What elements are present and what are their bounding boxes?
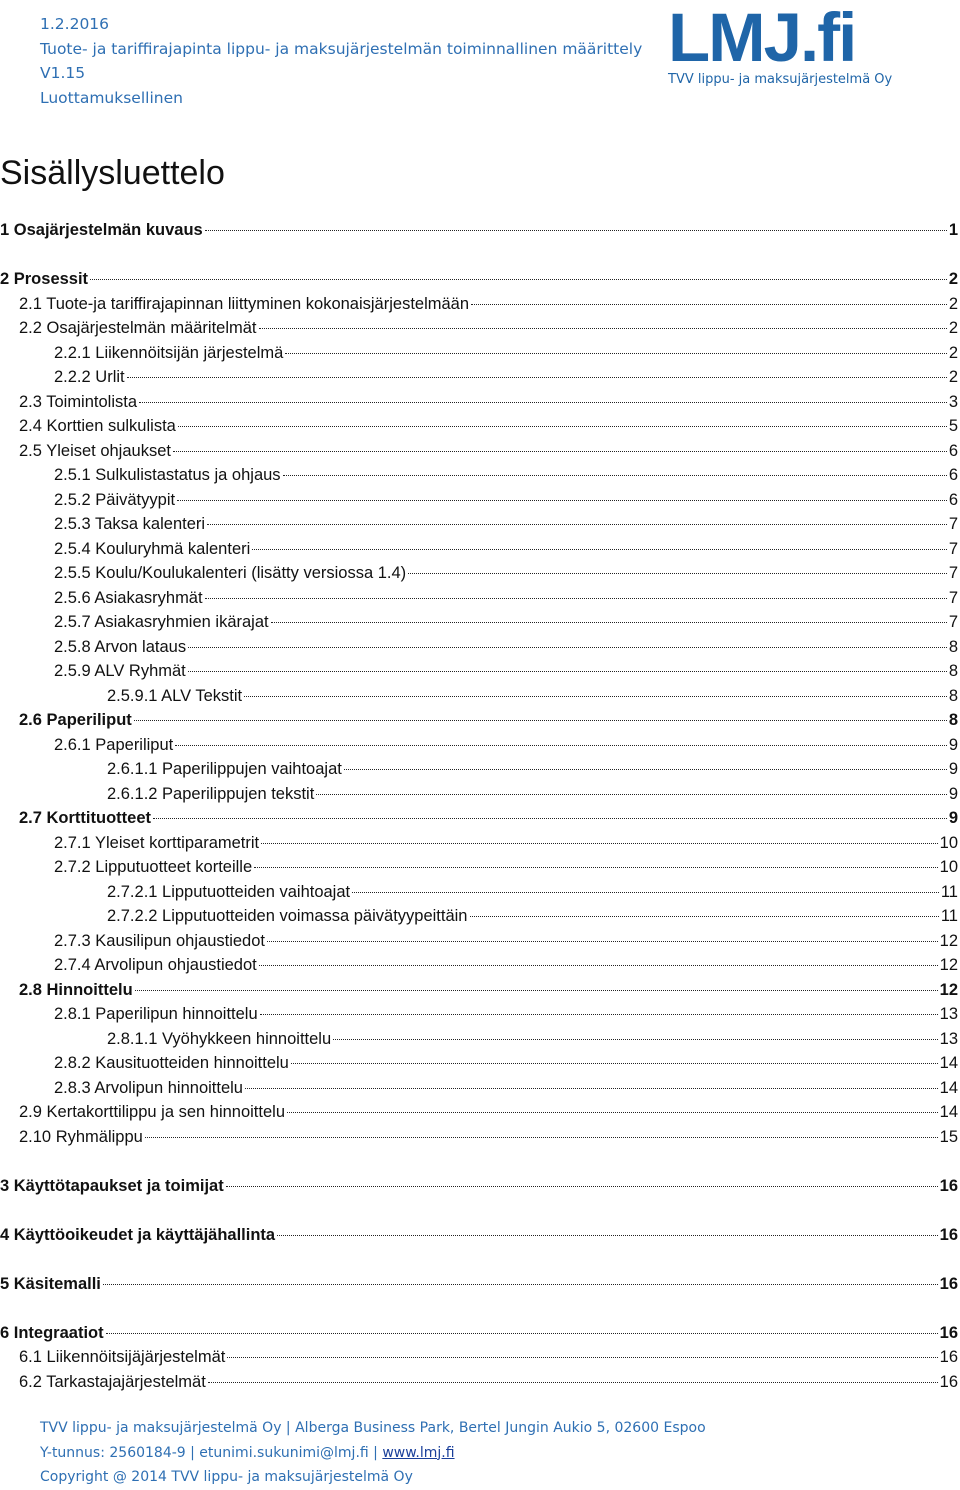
toc-entry-page-number: 10 — [939, 858, 958, 876]
toc-entry-label: 2.5.6 Asiakasryhmät — [54, 589, 203, 607]
header-date: 1.2.2016 — [40, 15, 110, 33]
toc-entry-page-number: 12 — [939, 932, 958, 950]
toc-entry-label: 2.7.2.2 Lipputuotteiden voimassa päivätyypeittäin — [107, 907, 468, 925]
toc-entry[interactable] — [0, 267, 958, 291]
toc-entry[interactable] — [19, 1125, 958, 1149]
toc-entry[interactable] — [107, 1027, 958, 1051]
toc-entry-label: 2.2 Osajärjestelmän määritelmät — [19, 319, 257, 337]
toc-leader-dots — [135, 990, 938, 991]
toc-leader-dots — [90, 279, 947, 280]
toc-entry[interactable] — [54, 341, 958, 365]
toc-leader-dots — [188, 671, 947, 672]
toc-leader-dots — [173, 451, 947, 452]
toc-entry-page-number: 13 — [939, 1030, 958, 1048]
toc-entry-label: 2.5.3 Taksa kalenteri — [54, 515, 206, 533]
toc-leader-dots — [207, 524, 947, 525]
footer-copyright: Copyright @ 2014 TVV lippu- ja maksujärjestelmä Oy — [40, 1469, 413, 1485]
toc-leader-dots — [153, 818, 947, 819]
toc-entry-page-number: 16 — [939, 1226, 958, 1244]
toc-leader-dots — [352, 892, 939, 893]
toc-entry[interactable] — [54, 537, 958, 561]
toc-entry-page-number: 7 — [948, 564, 958, 582]
toc-entry-label: 6.2 Tarkastajajärjestelmät — [19, 1373, 206, 1391]
website-link[interactable]: www.lmj.fi — [382, 1444, 455, 1461]
toc-entry-label: 2.5.1 Sulkulistastatus ja ohjaus — [54, 466, 281, 484]
toc-entry[interactable] — [0, 1272, 958, 1296]
toc-entry[interactable] — [54, 1002, 958, 1026]
toc-leader-dots — [139, 402, 947, 403]
toc-leader-dots — [316, 794, 947, 795]
toc-entry[interactable] — [54, 659, 958, 683]
toc-leader-dots — [260, 1014, 938, 1015]
toc-entry-label: 5 Käsitemalli — [0, 1275, 101, 1293]
toc-entry-page-number: 16 — [939, 1324, 958, 1342]
toc-entry-label: 2.2.2 Urlit — [54, 368, 125, 386]
toc-entry-page-number: 7 — [948, 613, 958, 631]
toc-entry-page-number: 8 — [948, 711, 958, 729]
toc-entry-page-number: 6 — [948, 466, 958, 484]
toc-entry-label: 1 Osajärjestelmän kuvaus — [0, 221, 203, 239]
toc-leader-dots — [285, 353, 947, 354]
toc-leader-dots — [408, 573, 947, 574]
toc-entry[interactable] — [107, 904, 958, 928]
toc-entry-page-number: 2 — [948, 368, 958, 386]
toc-leader-dots — [188, 647, 947, 648]
toc-entry[interactable] — [54, 1076, 958, 1100]
toc-leader-dots — [205, 598, 947, 599]
toc-entry-page-number: 14 — [939, 1103, 958, 1121]
toc-entry-label: 6 Integraatiot — [0, 1324, 104, 1342]
toc-entry[interactable] — [19, 316, 958, 340]
toc-entry-label: 2.8.1.1 Vyöhykkeen hinnoittelu — [107, 1030, 332, 1048]
toc-entry-label: 2.7.2 Lipputuotteet korteille — [54, 858, 253, 876]
toc-entry[interactable] — [19, 1345, 958, 1369]
toc-entry[interactable] — [54, 733, 958, 757]
toc-entry-label: 2.8.3 Arvolipun hinnoittelu — [54, 1079, 243, 1097]
toc-leader-dots — [177, 500, 947, 501]
toc-entry-page-number: 12 — [939, 981, 958, 999]
toc-entry[interactable] — [0, 218, 958, 242]
toc-entry[interactable] — [19, 978, 958, 1002]
toc-entry[interactable] — [0, 1223, 958, 1247]
toc-entry-label: 2.5.9 ALV Ryhmät — [54, 662, 186, 680]
toc-leader-dots — [259, 328, 947, 329]
toc-entry[interactable] — [54, 953, 958, 977]
toc-entry-page-number: 10 — [939, 834, 958, 852]
toc-entry-page-number: 2 — [948, 295, 958, 313]
toc-entry-label: 3 Käyttötapaukset ja toimijat — [0, 1177, 224, 1195]
toc-entry[interactable] — [19, 806, 958, 830]
toc-entry-label: 2.5.5 Koulu/Koulukalenteri (lisätty versiossa 1.4) — [54, 564, 407, 582]
toc-leader-dots — [208, 1382, 938, 1383]
toc-entry-page-number: 6 — [948, 442, 958, 460]
toc-entry[interactable] — [19, 390, 958, 414]
toc-entry[interactable] — [54, 1051, 958, 1075]
toc-entry-page-number: 13 — [939, 1005, 958, 1023]
toc-entry[interactable] — [54, 512, 958, 536]
toc-entry-label: 2.7.2.1 Lipputuotteiden vaihtoajat — [107, 883, 351, 901]
toc-entry[interactable] — [19, 292, 958, 316]
toc-entry-page-number: 9 — [948, 760, 958, 778]
toc-entry-page-number: 8 — [948, 662, 958, 680]
toc-leader-dots — [106, 1333, 938, 1334]
toc-entry-page-number: 16 — [939, 1373, 958, 1391]
toc-entry-page-number: 11 — [940, 883, 958, 901]
toc-leader-dots — [103, 1284, 938, 1285]
toc-entry[interactable] — [19, 1100, 958, 1124]
toc-leader-dots — [267, 941, 938, 942]
toc-leader-dots — [252, 549, 947, 550]
toc-entry-label: 2.5 Yleiset ohjaukset — [19, 442, 171, 460]
toc-entry[interactable] — [54, 855, 958, 879]
toc-entry-label: 2.5.2 Päivätyypit — [54, 491, 176, 509]
toc-entry-page-number: 14 — [939, 1079, 958, 1097]
toc-leader-dots — [226, 1186, 938, 1187]
toc-entry[interactable] — [54, 831, 958, 855]
toc-entry-label: 2.8 Hinnoittelu — [19, 981, 133, 999]
toc-entry-label: 2.6.1 Paperiliput — [54, 736, 174, 754]
toc-entry-label: 2.6.1.1 Paperilippujen vaihtoajat — [107, 760, 342, 778]
toc-entry[interactable] — [19, 439, 958, 463]
toc-entry-label: 2.10 Ryhmälippu — [19, 1128, 143, 1146]
toc-entry-label: 2.5.4 Kouluryhmä kalenteri — [54, 540, 251, 558]
toc-entry-label: 2.5.8 Arvon lataus — [54, 638, 187, 656]
toc-leader-dots — [471, 304, 947, 305]
toc-entry-page-number: 5 — [948, 417, 958, 435]
toc-entry[interactable] — [107, 880, 958, 904]
toc-entry[interactable] — [107, 684, 958, 708]
toc-entry-label: 2.8.2 Kausituotteiden hinnoittelu — [54, 1054, 289, 1072]
toc-entry-label: 2.6.1.2 Paperilippujen tekstit — [107, 785, 315, 803]
logo-subtitle: TVV lippu- ja maksujärjestelmä Oy — [668, 72, 893, 87]
toc-entry-page-number: 15 — [939, 1128, 958, 1146]
header-classification: Luottamuksellinen — [40, 88, 183, 107]
toc-entry-label: 2.2.1 Liikennöitsijän järjestelmä — [54, 344, 284, 362]
toc-leader-dots — [283, 475, 947, 476]
toc-entry-page-number: 14 — [939, 1054, 958, 1072]
toc-entry[interactable] — [54, 365, 958, 389]
toc-entry-label: 2.1 Tuote-ja tariffirajapinnan liittyminen kokonaisjärjestelmään — [19, 295, 470, 313]
toc-leader-dots — [261, 843, 938, 844]
toc-entry-page-number: 16 — [939, 1177, 958, 1195]
toc-leader-dots — [259, 965, 938, 966]
toc-leader-dots — [134, 720, 947, 721]
toc-entry-label: 2.7 Korttituotteet — [19, 809, 151, 827]
toc-entry-page-number: 2 — [948, 319, 958, 337]
toc-entry-label: 2.6 Paperiliput — [19, 711, 132, 729]
toc-entry[interactable] — [54, 929, 958, 953]
toc-entry-label: 2 Prosessit — [0, 270, 89, 288]
toc-entry-page-number: 8 — [948, 638, 958, 656]
toc-leader-dots — [245, 1088, 938, 1089]
toc-entry[interactable] — [54, 463, 958, 487]
toc-entry-label: 2.7.3 Kausilipun ohjaustiedot — [54, 932, 265, 950]
toc-leader-dots — [277, 1235, 938, 1236]
toc-entry-page-number: 1 — [948, 221, 958, 239]
toc-entry[interactable] — [19, 708, 958, 732]
footer-address: TVV lippu- ja maksujärjestelmä Oy | Alberga Business Park, Bertel Jungin Aukio 5, 02600 Espoo — [40, 1420, 706, 1436]
toc-entry-page-number: 11 — [940, 907, 958, 925]
document-footer — [40, 1416, 706, 1490]
toc-leader-dots — [291, 1063, 938, 1064]
header-version: V1.15 — [40, 64, 86, 82]
toc-leader-dots — [175, 745, 947, 746]
toc-entry-label: 4 Käyttöoikeudet ja käyttäjähallinta — [0, 1226, 276, 1244]
toc-entry-label: 2.7.1 Yleiset korttiparametrit — [54, 834, 260, 852]
toc-entry-page-number: 7 — [948, 515, 958, 533]
logo-wordmark: LMJ.fi — [668, 0, 856, 76]
toc-entry[interactable] — [54, 610, 958, 634]
toc-leader-dots — [227, 1357, 937, 1358]
footer-contact — [40, 1441, 706, 1466]
toc-entry-page-number: 2 — [948, 270, 958, 288]
toc-entry-page-number: 7 — [948, 540, 958, 558]
toc-entry[interactable] — [0, 1321, 958, 1345]
toc-entry-page-number: 9 — [948, 785, 958, 803]
toc-leader-dots — [205, 230, 947, 231]
toc-entry-label: 2.7.4 Arvolipun ohjaustiedot — [54, 956, 257, 974]
toc-entry-label: 2.5.7 Asiakasryhmien ikärajat — [54, 613, 269, 631]
toc-entry[interactable] — [107, 757, 958, 781]
toc-leader-dots — [127, 377, 947, 378]
toc-leader-dots — [287, 1112, 938, 1113]
toc-leader-dots — [333, 1039, 938, 1040]
toc-entry[interactable] — [54, 561, 958, 585]
toc-entry-label: 2.8.1 Paperilipun hinnoittelu — [54, 1005, 258, 1023]
toc-entry-page-number: 9 — [948, 809, 958, 827]
toc-leader-dots — [254, 867, 938, 868]
toc-entry[interactable] — [19, 1370, 958, 1394]
footer-contact-text: Y-tunnus: 2560184-9 | etunimi.sukunimi@lmj.fi | — [40, 1444, 383, 1461]
toc-entry-page-number: 16 — [939, 1275, 958, 1293]
toc-entry[interactable] — [54, 635, 958, 659]
toc-entry[interactable] — [107, 782, 958, 806]
toc-entry[interactable] — [54, 586, 958, 610]
toc-leader-dots — [344, 769, 947, 770]
toc-entry-label: 2.3 Toimintolista — [19, 393, 138, 411]
toc-entry-label: 6.1 Liikennöitsijäjärjestelmät — [19, 1348, 226, 1366]
toc-entry[interactable] — [54, 488, 958, 512]
toc-entry-page-number: 9 — [948, 736, 958, 754]
toc-entry-page-number: 7 — [948, 589, 958, 607]
toc-leader-dots — [145, 1137, 938, 1138]
toc-entry-label: 2.9 Kertakorttilippu ja sen hinnoittelu — [19, 1103, 285, 1121]
toc-title: Sisällysluettelo — [0, 154, 225, 192]
toc-entry-page-number: 2 — [948, 344, 958, 362]
toc-entry-label: 2.5.9.1 ALV Tekstit — [107, 687, 243, 705]
toc-entry-page-number: 8 — [948, 687, 958, 705]
toc-leader-dots — [244, 696, 947, 697]
toc-leader-dots — [271, 622, 947, 623]
toc-leader-dots — [470, 916, 939, 917]
header-document-title: Tuote- ja tariffirajapinta lippu- ja maksujärjestelmän toiminnallinen määrittely — [40, 39, 643, 58]
toc-entry-label: 2.4 Korttien sulkulista — [19, 417, 176, 435]
toc-entry[interactable] — [0, 1174, 958, 1198]
toc-entry-page-number: 3 — [948, 393, 958, 411]
toc-leader-dots — [178, 426, 947, 427]
toc-entry-page-number: 6 — [948, 491, 958, 509]
toc-entry[interactable] — [19, 414, 958, 438]
toc-entry-page-number: 12 — [939, 956, 958, 974]
toc-entry-page-number: 16 — [939, 1348, 958, 1366]
